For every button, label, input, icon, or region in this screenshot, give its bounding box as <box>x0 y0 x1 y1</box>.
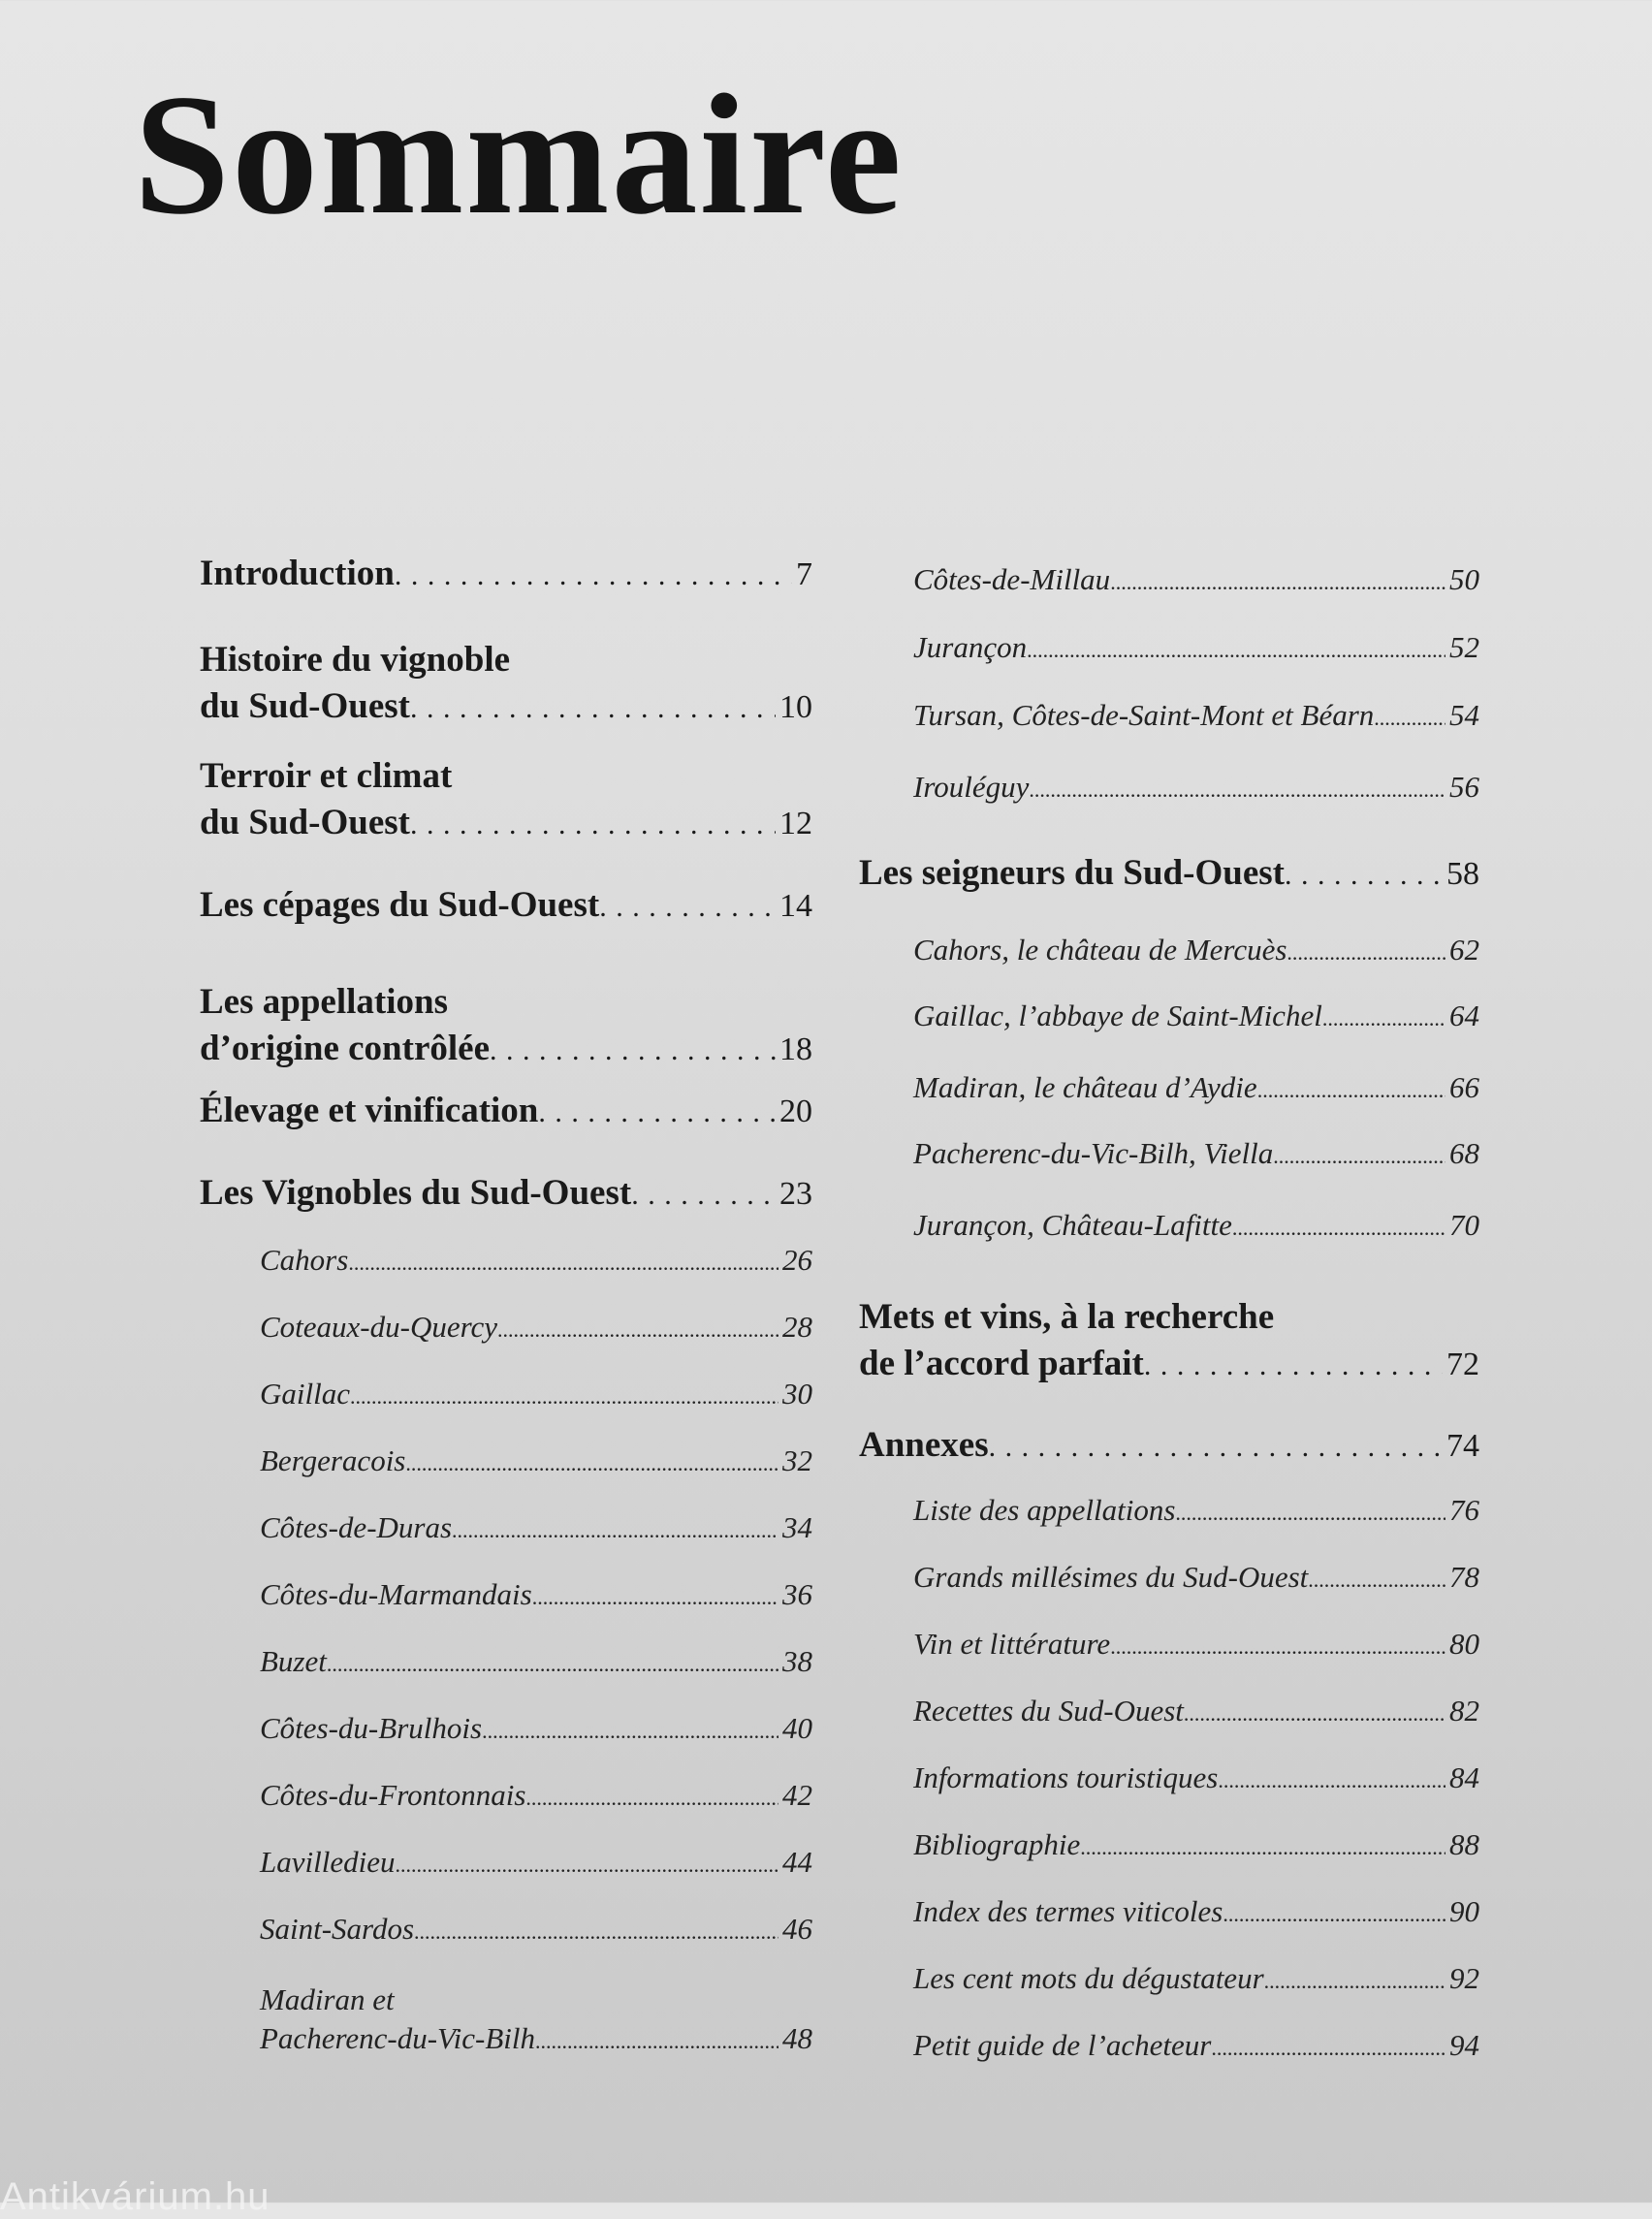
toc-page-number: 74 <box>1446 1428 1479 1464</box>
toc-entry <box>260 1308 812 1349</box>
toc-entry-title: Pacherenc-du-Vic-Bilh <box>260 2021 536 2055</box>
toc-entry-title: Liste des appellations <box>913 1493 1176 1527</box>
toc-page-number: 18 <box>779 1031 812 1067</box>
toc-entry-title: Côtes-de-Millau <box>913 562 1111 596</box>
dot-leader <box>631 1172 776 1219</box>
toc-entry-title: Introduction <box>200 554 395 593</box>
dot-leader <box>350 1378 778 1416</box>
dot-leader <box>327 1645 778 1684</box>
toc-page-number: 88 <box>1449 1827 1479 1861</box>
dot-leader <box>1273 1137 1446 1176</box>
dot-leader <box>1110 1628 1446 1666</box>
toc-page-number: 58 <box>1446 856 1479 892</box>
toc-entry-title-line1: Histoire du vignoble <box>200 640 511 680</box>
toc-entry <box>913 1692 1479 1733</box>
dot-leader <box>535 2022 778 2061</box>
toc-page-number: 34 <box>782 1510 812 1544</box>
toc-page-number: 62 <box>1449 933 1479 967</box>
toc-entry-title: Madiran, le château d’Aydie <box>913 1070 1257 1104</box>
toc-entry-title: Bibliographie <box>913 1827 1081 1861</box>
toc-page-number: 23 <box>779 1176 812 1212</box>
toc-entry <box>913 768 1479 809</box>
toc-entry-title: Buzet <box>260 1644 327 1678</box>
toc-entry-title: Saint-Sardos <box>260 1912 415 1946</box>
toc-entry-title: Cahors, le château de Mercuès <box>913 933 1287 967</box>
toc-entry-title: du Sud-Ouest <box>200 686 410 726</box>
toc-page-number: 64 <box>1449 999 1479 1032</box>
toc-entry-title: Grands millésimes du Sud-Ouest <box>913 1560 1309 1594</box>
dot-leader <box>348 1244 778 1283</box>
toc-left-column <box>200 0 812 2203</box>
toc-entry <box>913 1892 1479 1934</box>
toc-entry <box>260 1910 812 1951</box>
toc-entry <box>260 1981 812 2061</box>
dot-leader <box>1144 1343 1443 1389</box>
toc-entry <box>913 1825 1479 1867</box>
dot-leader <box>538 1090 776 1136</box>
toc-page-number: 78 <box>1449 1560 1479 1594</box>
dot-leader <box>525 1779 778 1818</box>
dot-leader <box>1027 631 1446 670</box>
dot-leader <box>1110 563 1446 602</box>
toc-entry <box>260 1375 812 1416</box>
toc-entry <box>913 2026 1479 2068</box>
toc-page-number: 76 <box>1449 1493 1479 1527</box>
toc-entry-title-line1: Les appellations <box>200 982 448 1022</box>
toc-entry-title: Pacherenc-du-Vic-Bilh, Viella <box>913 1136 1274 1170</box>
dot-leader <box>1175 1494 1446 1533</box>
dot-leader <box>1257 1071 1446 1110</box>
toc-entry <box>913 1959 1479 2001</box>
toc-entry <box>200 637 812 732</box>
toc-entry <box>260 1642 812 1684</box>
toc-entry-title: Les seigneurs du Sud-Ouest <box>859 853 1285 893</box>
toc-entry <box>913 560 1479 602</box>
toc-entry-title: Petit guide de l’acheteur <box>913 2028 1212 2062</box>
toc-page-number: 82 <box>1449 1694 1479 1728</box>
toc-page-number: 68 <box>1449 1136 1479 1170</box>
toc-entry <box>913 1625 1479 1666</box>
toc-page-number: 10 <box>779 689 812 725</box>
toc-entry <box>200 882 812 931</box>
toc-page-number: 50 <box>1449 562 1479 596</box>
dot-leader <box>497 1311 778 1349</box>
toc-entry-title: Jurançon, Château-Lafitte <box>913 1208 1232 1242</box>
toc-entry-title: du Sud-Ouest <box>200 803 410 842</box>
toc-entry-title: Côtes-du-Brulhois <box>260 1711 483 1745</box>
toc-page-number: 94 <box>1449 2028 1479 2062</box>
toc-page-number: 46 <box>782 1912 812 1946</box>
toc-entry <box>913 931 1479 972</box>
toc-entry <box>200 753 812 848</box>
dot-leader <box>1322 999 1446 1038</box>
toc-entry <box>913 1134 1479 1176</box>
dot-leader <box>1374 699 1446 738</box>
toc-page-number: 42 <box>782 1778 812 1812</box>
toc-page-number: 72 <box>1446 1347 1479 1382</box>
toc-entry-title: Élevage et vinification <box>200 1091 539 1130</box>
toc-entry <box>913 628 1479 670</box>
toc-entry-title: Informations touristiques <box>913 1760 1219 1794</box>
toc-entry-title: Recettes du Sud-Ouest <box>913 1694 1184 1728</box>
dot-leader <box>1308 1561 1446 1600</box>
toc-entry <box>913 997 1479 1038</box>
toc-page-number: 52 <box>1449 630 1479 664</box>
toc-entry-title: Lavilledieu <box>260 1845 396 1879</box>
toc-entry <box>260 1241 812 1283</box>
dot-leader <box>410 685 776 732</box>
toc-entry-title: Cahors <box>260 1243 349 1277</box>
dot-leader <box>395 1846 778 1885</box>
dot-leader <box>1080 1828 1446 1867</box>
toc-page-number: 44 <box>782 1845 812 1879</box>
dot-leader <box>1223 1895 1446 1934</box>
toc-entry-title-line1: Madiran et <box>260 1982 395 2016</box>
toc-entry <box>200 979 812 1074</box>
toc-entry-title: Bergeracois <box>260 1443 406 1477</box>
toc-entry-title: Annexes <box>859 1425 989 1465</box>
toc-page-number: 20 <box>779 1094 812 1129</box>
toc-entry-title: Côtes-de-Duras <box>260 1510 453 1544</box>
toc-page-number: 32 <box>782 1443 812 1477</box>
dot-leader <box>490 1028 776 1074</box>
toc-page-number: 54 <box>1449 698 1479 732</box>
toc-entry-title: Index des termes viticoles <box>913 1894 1223 1928</box>
toc-page-number: 80 <box>1449 1627 1479 1661</box>
dot-leader <box>1232 1209 1446 1248</box>
dot-leader <box>989 1424 1443 1471</box>
toc-entry <box>913 1068 1479 1110</box>
toc-entry <box>913 696 1479 738</box>
toc-page-number: 28 <box>782 1310 812 1344</box>
toc-entry-title: de l’accord parfait <box>859 1344 1144 1383</box>
toc-page-number: 30 <box>782 1377 812 1411</box>
toc-entry-title: d’origine contrôlée <box>200 1029 490 1068</box>
dot-leader <box>405 1444 778 1483</box>
toc-entry <box>859 850 1479 899</box>
toc-entry-title-line1: Mets et vins, à la recherche <box>859 1297 1275 1337</box>
toc-entry-title: Gaillac, l’abbaye de Saint-Michel <box>913 999 1322 1032</box>
toc-entry <box>913 1759 1479 1800</box>
toc-entry <box>859 1422 1479 1471</box>
dot-leader <box>1285 852 1443 899</box>
toc-entry <box>260 1776 812 1818</box>
toc-page-number: 40 <box>782 1711 812 1745</box>
toc-right-column <box>859 0 1479 2203</box>
toc-entry <box>200 1170 812 1219</box>
dot-leader <box>482 1712 778 1751</box>
toc-entry-title: Les Vignobles du Sud-Ouest <box>200 1173 632 1213</box>
dot-leader <box>532 1578 778 1617</box>
toc-entry <box>260 1508 812 1550</box>
toc-page-number: 26 <box>782 1243 812 1277</box>
toc-entry-title: Coteaux-du-Quercy <box>260 1310 498 1344</box>
dot-leader <box>452 1511 778 1550</box>
dot-leader <box>410 802 776 848</box>
toc-page-number: 36 <box>782 1577 812 1611</box>
toc-entry-title: Irouléguy <box>913 770 1030 804</box>
dot-leader <box>1218 1761 1446 1800</box>
toc-page-number: 48 <box>782 2021 812 2055</box>
page-title: Sommaire <box>134 58 904 250</box>
toc-entry <box>200 551 812 599</box>
toc-entry <box>200 1088 812 1136</box>
toc-entry <box>260 1709 812 1751</box>
toc-entry-title: Vin et littérature <box>913 1627 1111 1661</box>
toc-page-number: 12 <box>779 806 812 841</box>
toc-page-number: 7 <box>796 556 812 592</box>
dot-leader <box>1029 771 1446 809</box>
dot-leader <box>1264 1962 1446 2001</box>
toc-entry <box>260 1442 812 1483</box>
dot-leader <box>1184 1695 1446 1733</box>
dot-leader <box>395 553 792 599</box>
dot-leader <box>1211 2029 1446 2068</box>
toc-page-number: 14 <box>779 888 812 924</box>
toc-entry-title: Côtes-du-Frontonnais <box>260 1778 526 1812</box>
toc-entry <box>260 1843 812 1885</box>
toc-entry-title-line1: Terroir et climat <box>200 756 453 796</box>
toc-page-number: 84 <box>1449 1760 1479 1794</box>
toc-entry <box>913 1558 1479 1600</box>
toc-entry <box>260 1575 812 1617</box>
toc-page-number: 92 <box>1449 1961 1479 1995</box>
toc-entry-title: Les cépages du Sud-Ouest <box>200 885 600 925</box>
toc-entry-title: Gaillac <box>260 1377 350 1411</box>
dot-leader <box>1287 934 1446 972</box>
toc-page-number: 70 <box>1449 1208 1479 1242</box>
watermark: Antikvárium.hu <box>0 2175 270 2218</box>
toc-entry-title: Jurançon <box>913 630 1028 664</box>
toc-page-number: 38 <box>782 1644 812 1678</box>
toc-entry-title: Côtes-du-Marmandais <box>260 1577 532 1611</box>
toc-entry-title: Les cent mots du dégustateur <box>913 1961 1264 1995</box>
toc-page-number: 56 <box>1449 770 1479 804</box>
toc-entry <box>913 1491 1479 1533</box>
toc-entry <box>913 1206 1479 1248</box>
toc-page-number: 90 <box>1449 1894 1479 1928</box>
toc-entry-title: Tursan, Côtes-de-Saint-Mont et Béarn <box>913 698 1375 732</box>
dot-leader <box>599 884 776 931</box>
toc-page-number: 66 <box>1449 1070 1479 1104</box>
toc-entry <box>859 1294 1479 1389</box>
dot-leader <box>414 1913 778 1951</box>
